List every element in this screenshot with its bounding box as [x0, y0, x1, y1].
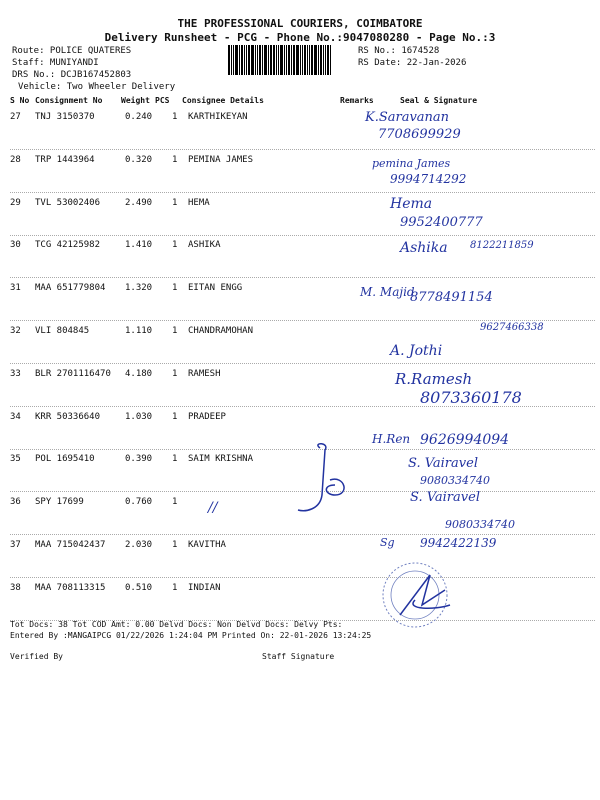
consignment-cell: KRR 50336640 — [35, 411, 101, 422]
consignment-cell: MAA 715042437 — [35, 540, 106, 550]
handwritten-phone: 9627466338 — [480, 322, 544, 333]
drs-number: DRS No.: DCJB167452803 — [12, 70, 132, 80]
weight-cell: 0.320 — [125, 154, 153, 165]
sno-cell: 31 — [10, 283, 21, 294]
handwritten-phone-row35b: 9080334740 — [420, 474, 490, 487]
handwritten-signature: R.Ramesh — [395, 370, 473, 388]
consignee-cell: INDIAN — [188, 582, 221, 593]
handwritten-signature: A. Jothi — [390, 343, 443, 359]
col-sno: S No — [10, 96, 30, 105]
verified-by-label: Verified By — [10, 652, 63, 661]
handwritten-signature: Hema — [390, 196, 433, 212]
consignee-cell: EITAN ENGG — [188, 283, 243, 294]
handwritten-signature: K.Saravanan — [365, 110, 450, 125]
col-seal-signature: Seal & Signature — [400, 96, 478, 105]
weight-cell: 2.030 — [125, 540, 153, 550]
handwritten-signature: M. Majid — [360, 285, 415, 299]
consignee-cell: CHANDRAMOHAN — [188, 326, 254, 336]
col-consignee: Consignee Details — [182, 96, 264, 105]
handwritten-phone: 9952400777 — [400, 215, 483, 230]
weight-cell: 1.030 — [125, 411, 153, 422]
weight-cell: 0.240 — [125, 112, 153, 122]
table-row — [10, 150, 595, 193]
entered-by-line: Entered By :MANGAIPCG 01/22/2026 1:24:04 PM Printed On: 22-01-2026 13:24:25 — [10, 631, 372, 640]
table-row — [10, 107, 595, 150]
sno-cell: 38 — [10, 582, 21, 593]
consignment-cell: TCG 42125982 — [35, 240, 101, 251]
page-subtitle: Delivery Runsheet - PCG - Phone No.:9047080280 - Page No.:3 — [104, 31, 496, 44]
weight-cell: 1.110 — [125, 326, 153, 336]
col-consignment: Consignment No — [35, 96, 103, 105]
sno-cell: 33 — [10, 368, 21, 379]
pcs-cell: 1 — [172, 497, 178, 508]
pcs-cell: 1 — [172, 411, 178, 422]
consignment-cell: MAA 651779804 — [35, 283, 106, 294]
consignment-cell: TRP 1443964 — [35, 154, 95, 165]
handwritten-phone: 8073360178 — [420, 388, 522, 407]
handwritten-phone: 9080334740 — [445, 518, 515, 531]
pcs-cell: 1 — [172, 154, 178, 165]
consignee-cell: KAVITHA — [188, 540, 226, 550]
pcs-cell: 1 — [172, 112, 178, 122]
col-weight: Weight — [121, 96, 150, 105]
table-row — [10, 578, 595, 621]
handwritten-mark-row36: // — [208, 500, 218, 516]
consignment-cell: TVL 53002406 — [35, 197, 101, 208]
consignee-cell: KARTHIKEYAN — [188, 112, 248, 122]
signature-scribble — [290, 440, 360, 520]
sno-cell: 35 — [10, 454, 21, 465]
consignment-cell: VLI 804845 — [35, 326, 90, 336]
col-remarks: Remarks — [340, 96, 374, 105]
vehicle-label: Vehicle: Two Wheeler Delivery — [18, 82, 176, 92]
pcs-cell: 1 — [172, 326, 178, 336]
col-pcs: PCS — [155, 96, 170, 105]
pcs-cell: 1 — [172, 454, 178, 465]
pcs-cell: 1 — [172, 240, 178, 251]
handwritten-signature: Ashika — [400, 240, 448, 256]
pcs-cell: 1 — [172, 283, 178, 294]
pcs-cell: 1 — [172, 197, 178, 208]
sno-cell: 30 — [10, 240, 21, 251]
weight-cell: 4.180 — [125, 368, 153, 379]
consignment-cell: SPY 17699 — [35, 497, 84, 508]
page-title: THE PROFESSIONAL COURIERS, COIMBATORE — [177, 17, 423, 30]
rs-date: RS Date: 22-Jan-2026 — [358, 58, 467, 68]
consignee-cell: RAMESH — [188, 368, 221, 379]
pcs-cell: 1 — [172, 540, 178, 550]
sno-cell: 32 — [10, 326, 21, 336]
handwritten-signature: Sg — [380, 536, 395, 549]
table-row — [10, 535, 595, 578]
consignment-cell: MAA 708113315 — [35, 582, 106, 593]
table-header — [10, 96, 595, 107]
consignment-cell: BLR 2701116470 — [35, 368, 111, 379]
route-label: Route: POLICE QUATERES — [12, 46, 132, 56]
handwritten-phone: 8122211859 — [470, 240, 534, 251]
sno-cell: 28 — [10, 154, 21, 165]
handwritten-name-row35b: S. Vairavel — [408, 456, 478, 471]
sno-cell: 34 — [10, 411, 21, 422]
consignee-cell: PRADEEP — [188, 411, 226, 422]
consignee-cell: ASHIKA — [188, 240, 221, 251]
weight-cell: 1.410 — [125, 240, 153, 251]
handwritten-signature: pemina James — [372, 157, 451, 170]
staff-label: Staff: MUNIYANDI — [12, 58, 99, 68]
handwritten-signature: S. Vairavel — [410, 490, 480, 505]
stamp-seal — [360, 560, 460, 630]
consignment-cell: TNJ 3150370 — [35, 112, 95, 122]
sno-cell: 37 — [10, 540, 21, 550]
consignee-cell: SAIM KRISHNA — [188, 454, 254, 465]
handwritten-phone: 9994714292 — [390, 172, 467, 186]
handwritten-phone: 9942422139 — [420, 536, 497, 550]
handwritten-signature: H.Ren — [372, 432, 411, 446]
consignee-cell: PEMINA JAMES — [188, 154, 254, 165]
staff-signature-label: Staff Signature — [262, 652, 335, 661]
weight-cell: 0.510 — [125, 582, 153, 593]
handwritten-phone: 7708699929 — [378, 127, 461, 142]
consignment-cell: POL 1695410 — [35, 454, 95, 465]
barcode — [228, 45, 356, 75]
weight-cell: 0.760 — [125, 497, 153, 508]
pcs-cell: 1 — [172, 368, 178, 379]
sno-cell: 27 — [10, 112, 21, 122]
sno-cell: 29 — [10, 197, 21, 208]
weight-cell: 2.490 — [125, 197, 153, 208]
consignee-cell: HEMA — [188, 197, 210, 208]
table-row — [10, 278, 595, 321]
weight-cell: 1.320 — [125, 283, 153, 294]
rs-number: RS No.: 1674528 — [358, 46, 440, 56]
table-row — [10, 193, 595, 236]
handwritten-phone: 9626994094 — [420, 432, 510, 448]
sno-cell: 36 — [10, 497, 21, 508]
weight-cell: 0.390 — [125, 454, 153, 465]
totals-line: Tot Docs: 38 Tot COD Amt: 0.00 Delvd Docs: Non Delvd Docs: Delvy Pts: — [10, 620, 343, 629]
pcs-cell: 1 — [172, 582, 178, 593]
handwritten-phone: 8778491154 — [410, 290, 493, 305]
